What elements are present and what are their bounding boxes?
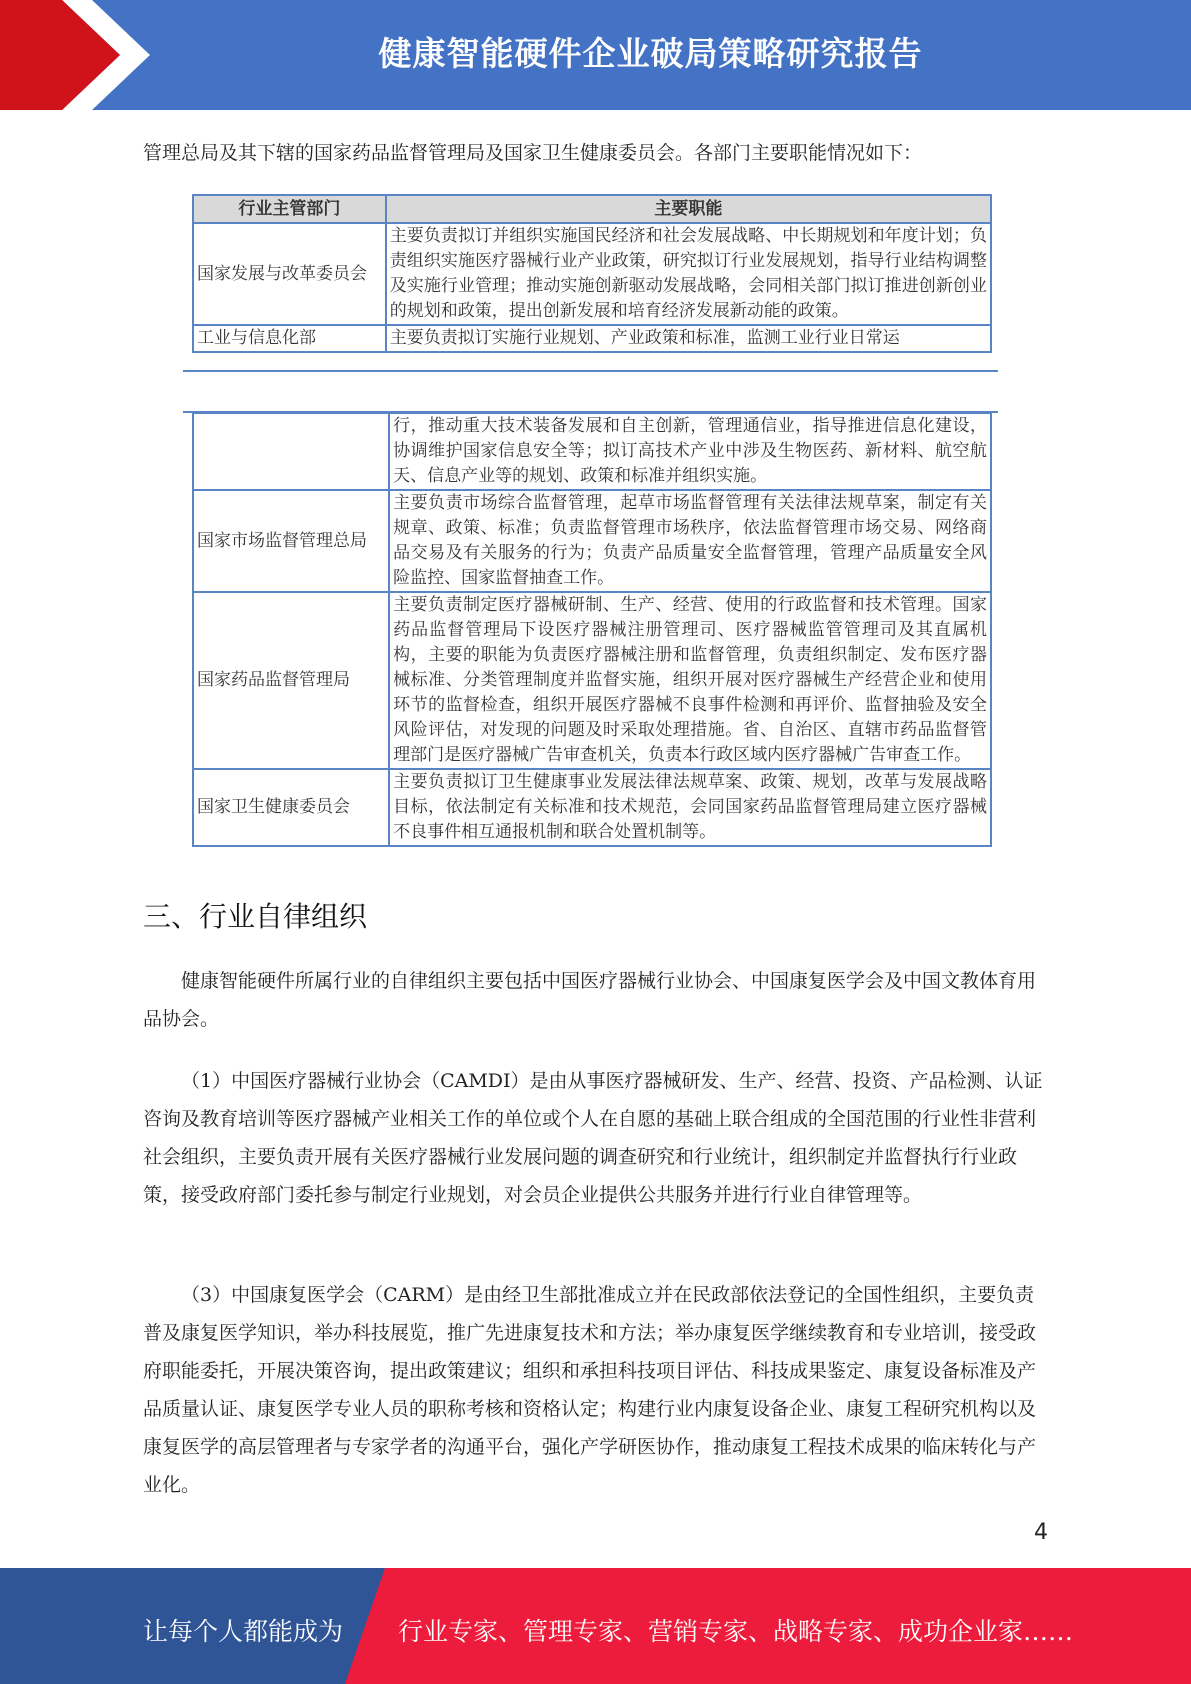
dept-cell: 工业与信息化部	[193, 325, 386, 352]
page-number: 4	[1034, 1520, 1048, 1545]
table-row	[193, 592, 991, 769]
func-cell: 主要负责市场综合监督管理，起草市场监督管理有关法律法规草案，制定有关规章、政策、标准；负责监督管理市场秩序，依法监督管理市场交易、网络商品交易及有关服务的行为；负责产品质量安全监督管理，管理产品质量安全风险监控、国家监督抽查工作。	[389, 490, 991, 592]
paragraph-intro: 健康智能硬件所属行业的自律组织主要包括中国医疗器械行业协会、中国康复医学会及中国文教体育用品协会。	[143, 970, 1037, 1030]
func-cell: 主要负责拟订并组织实施国民经济和社会发展战略、中长期规划和年度计划；负责组织实施医疗器械行业产业政策，研究拟订行业发展规划，指导行业结构调整及实施行业管理；推动实施创新驱动发展战略，会同相关部门拟订推进创新创业的规划和政策，提出创新发展和培育经济发展新动能的政策。	[386, 223, 991, 325]
table-header-func: 主要职能	[386, 195, 991, 223]
page-header	[0, 0, 1191, 110]
table-row	[193, 223, 991, 325]
section-title: 三、行业自律组织	[143, 900, 368, 933]
header-chevron-icon	[62, 0, 152, 110]
page-footer	[0, 1568, 1191, 1684]
table-row	[193, 769, 991, 846]
table-header-row	[193, 195, 991, 223]
header-red-block	[0, 0, 70, 110]
footer-slogan-right: 行业专家、管理专家、营销专家、战略专家、成功企业家……	[398, 1617, 1074, 1646]
table-row	[193, 325, 991, 352]
paragraph-carm: （3）中国康复医学会（CARM）是由经卫生部批准成立并在民政部依法登记的全国性组织，主要负责普及康复医学知识，举办科技展览，推广先进康复技术和方法；举办康复医学继续教育和专业培训，接受政府职能委托，开展决策咨询，提出政策建议；组织和承担科技项目评估、科技成果鉴定、康复设备标准及产品质量认证、康复医学专业人员的职称考核和资格认定；构建行业内康复设备企业、康复工程研究机构以及康复医学的高层管理者与专家学者的沟通平台，强化产学研医协作，推动康复工程技术成果的临床转化与产业化。	[143, 1284, 1037, 1496]
paragraph-camdi: （1）中国医疗器械行业协会（CAMDI）是由从事医疗器械研发、生产、经营、投资、产品检测、认证咨询及教育培训等医疗器械产业相关工作的单位或个人在自愿的基础上联合组成的全国范围的行业性非营利社会组织，主要负责开展有关医疗器械行业发展问题的调查研究和行业统计，组织制定并监督执行行业政策，接受政府部门委托参与制定行业规划，对会员企业提供公共服务并进行行业自律管理等。	[143, 1070, 1043, 1206]
dept-cell: 国家发展与改革委员会	[193, 223, 386, 325]
dept-cell	[193, 413, 389, 490]
dept-table-part2	[192, 412, 992, 847]
table-row	[193, 490, 991, 592]
dept-cell: 国家市场监督管理总局	[193, 490, 389, 592]
table-break-line	[183, 370, 998, 372]
footer-slogan-left: 让每个人都能成为	[143, 1617, 344, 1646]
dept-table-part1	[192, 194, 992, 353]
func-cell: 主要负责拟订实施行业规划、产业政策和标准，监测工业行业日常运	[386, 325, 991, 352]
func-cell: 主要负责拟订卫生健康事业发展法律法规草案、政策、规划，改革与发展战略目标，依法制定有关标准和技术规范，会同国家药品监督管理局建立医疗器械不良事件相互通报机制和联合处置机制等。	[389, 769, 991, 846]
func-cell: 主要负责制定医疗器械研制、生产、经营、使用的行政监督和技术管理。国家药品监督管理局下设医疗器械注册管理司、医疗器械监管管理司及其直属机构，主要的职能为负责医疗器械注册和监督管理，负责组织制定、发布医疗器械标准、分类管理制度并监督实施，组织开展对医疗器械生产经营企业和使用环节的监督检查，组织开展医疗器械不良事件检测和再评价、监督抽验及安全风险评估，对发现的问题及时采取处理措施。省、自治区、直辖市药品监督管理部门是医疗器械广告审查机关，负责本行政区域内医疗器械广告审查工作。	[389, 592, 991, 769]
dept-cell: 国家卫生健康委员会	[193, 769, 389, 846]
dept-cell: 国家药品监督管理局	[193, 592, 389, 769]
intro-text: 管理总局及其下辖的国家药品监督管理局及国家卫生健康委员会。各部门主要职能情况如下：	[143, 142, 923, 164]
header-title: 健康智能硬件企业破局策略研究报告	[378, 34, 923, 73]
func-cell: 行，推动重大技术装备发展和自主创新，管理通信业，指导推进信息化建设，协调维护国家信息安全等；拟订高技术产业中涉及生物医药、新材料、航空航天、信息产业等的规划、政策和标准并组织实施。	[389, 413, 991, 490]
table-header-dept: 行业主管部门	[193, 195, 386, 223]
table-row	[193, 413, 991, 490]
footer-blue-slant	[345, 1568, 385, 1684]
